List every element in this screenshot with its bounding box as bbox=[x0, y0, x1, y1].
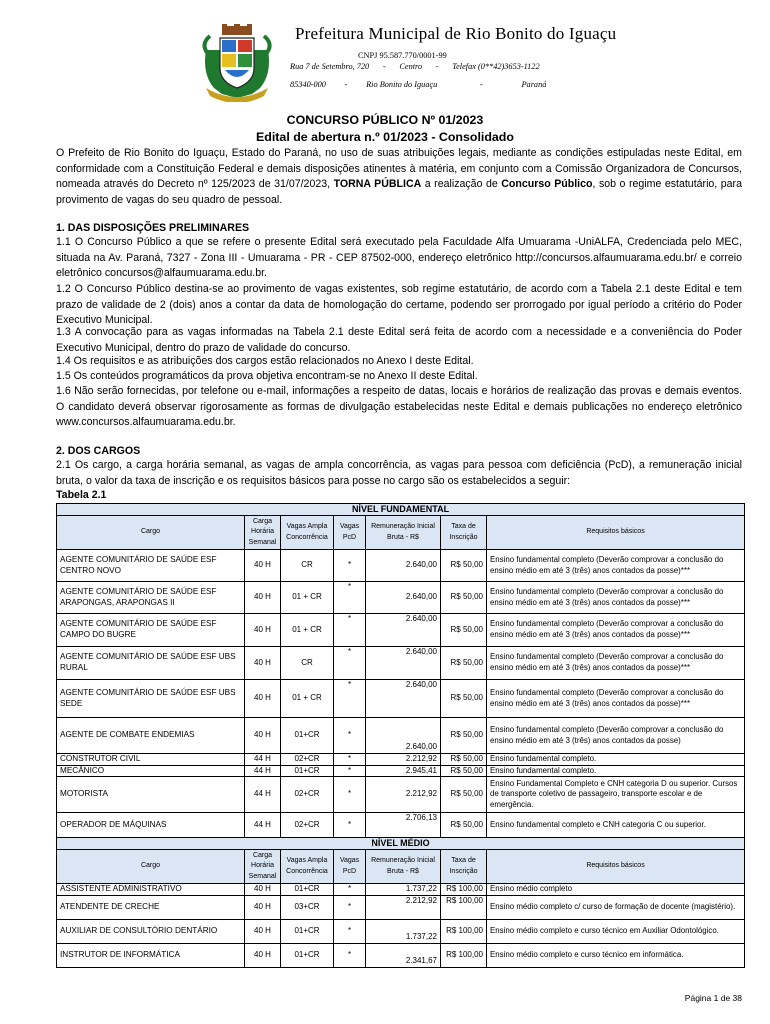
cell-cargo: ATENDENTE DE CRECHE bbox=[57, 895, 245, 919]
cell-pcd: * bbox=[334, 680, 366, 718]
section-2-heading: 2. DOS CARGOS bbox=[56, 445, 141, 457]
cell-requisitos: Ensino médio completo bbox=[487, 884, 745, 896]
cell-requisitos: Ensino fundamental completo (Deverão comprovar a conclusão do ensino médio em até 3 (três) anos contados da posse)*** bbox=[487, 582, 745, 614]
cell-ampla: CR bbox=[281, 550, 334, 582]
header-separator: - bbox=[382, 62, 386, 71]
header-street: Rua 7 de Setembro, 720 bbox=[290, 62, 370, 71]
cell-remuneracao: 2.640,00 bbox=[366, 582, 441, 614]
cell-cargo: AGENTE COMUNITÁRIO DE SAÚDE ESF CENTRO NOVO bbox=[57, 550, 245, 582]
table-row bbox=[57, 550, 745, 582]
cell-pcd: * bbox=[334, 550, 366, 582]
table-row bbox=[57, 919, 745, 943]
cell-taxa: R$ 100,00 bbox=[441, 919, 487, 943]
table-row bbox=[57, 895, 745, 919]
cell-carga: 44 H bbox=[245, 754, 281, 766]
table-row bbox=[57, 614, 745, 647]
col-header-remuneracao: Remuneração Inicial Bruta - R$ bbox=[366, 516, 441, 550]
item-1-2: 1.2 O Concurso Público destina-se ao provimento de vagas existentes, sob regime estatutário, de acordo com a Tabela 2.1 deste Edital e tem prazo de validade de 2 (dois) anos a contar da data de homologação do certame, podendo ser prorrogado por igual período a critério do Poder Executivo Municipal. bbox=[56, 283, 742, 327]
cell-taxa: R$ 50,00 bbox=[441, 718, 487, 754]
table-header-row bbox=[57, 516, 745, 550]
cell-remuneracao: 2.640,00 bbox=[366, 680, 441, 718]
cell-requisitos: Ensino médio completo e curso técnico em informática. bbox=[487, 943, 745, 967]
cell-requisitos: Ensino fundamental completo e CNH categoria C ou superior. bbox=[487, 813, 745, 838]
col-header-ampla: Vagas Ampla Concorrência bbox=[281, 516, 334, 550]
header-state: Paraná bbox=[521, 80, 547, 89]
cell-pcd: * bbox=[334, 647, 366, 680]
cell-ampla: 01+CR bbox=[281, 884, 334, 896]
cell-carga: 40 H bbox=[245, 895, 281, 919]
cell-pcd: * bbox=[334, 919, 366, 943]
intro-text-3: , sob o regime estatutário, para provimento de vagas do seu quadro de pessoal. bbox=[56, 178, 742, 207]
cell-pcd: * bbox=[334, 614, 366, 647]
cell-requisitos: Ensino fundamental completo (Deverão comprovar a conclusão do ensino médio em até 3 (três) anos contados da posse)*** bbox=[487, 680, 745, 718]
cell-ampla: 01+CR bbox=[281, 919, 334, 943]
table-label: Tabela 2.1 bbox=[56, 489, 107, 501]
cell-cargo: AGENTE COMUNITÁRIO DE SAÚDE ESF CAMPO DO BUGRE bbox=[57, 614, 245, 647]
cell-taxa: R$ 100,00 bbox=[441, 895, 487, 919]
header-separator: - bbox=[480, 80, 483, 89]
cell-remuneracao: 2.640,00 bbox=[366, 647, 441, 680]
header-separator: - bbox=[344, 80, 348, 89]
contest-title: CONCURSO PÚBLICO Nº 01/2023 bbox=[286, 113, 484, 127]
cell-requisitos: Ensino fundamental completo (Deverão comprovar a conclusão do ensino médio em até 3 (três) anos contados da posse) bbox=[487, 718, 745, 754]
cell-requisitos: Ensino médio completo e curso técnico em Auxiliar Odontológico. bbox=[487, 919, 745, 943]
intro-paragraph bbox=[56, 146, 742, 209]
cell-requisitos: Ensino fundamental completo (Deverão comprovar a conclusão do ensino médio em até 3 (três) anos contados da posse)*** bbox=[487, 647, 745, 680]
cell-taxa: R$ 50,00 bbox=[441, 647, 487, 680]
cell-pcd: * bbox=[334, 582, 366, 614]
cell-cargo: OPERADOR DE MÁQUINAS bbox=[57, 813, 245, 838]
table-row bbox=[57, 680, 745, 718]
cell-taxa: R$ 50,00 bbox=[441, 614, 487, 647]
cell-remuneracao: 2.640,00 bbox=[366, 614, 441, 647]
cell-requisitos: Ensino fundamental completo. bbox=[487, 754, 745, 766]
col-header-pcd: Vagas PcD bbox=[334, 850, 366, 884]
cell-remuneracao: 2.212,92 bbox=[366, 895, 441, 919]
intro-text-2: a realização de bbox=[421, 178, 502, 191]
cell-pcd: * bbox=[334, 813, 366, 838]
cell-remuneracao: 2.212,92 bbox=[366, 754, 441, 766]
header-zip: 85340-000 bbox=[290, 80, 326, 89]
cell-carga: 44 H bbox=[245, 765, 281, 777]
cell-ampla: 01 + CR bbox=[281, 582, 334, 614]
col-header-requisitos: Requisitos básicos bbox=[487, 516, 745, 550]
cell-carga: 44 H bbox=[245, 813, 281, 838]
cell-remuneracao: 2.341,67 bbox=[366, 943, 441, 967]
cell-remuneracao: 2.706,13 bbox=[366, 813, 441, 838]
cell-pcd: * bbox=[334, 777, 366, 813]
col-header-cargo: Cargo bbox=[57, 850, 245, 884]
header-phone: Telefax (0**42)3653-1122 bbox=[452, 62, 540, 71]
edital-title: Edital de abertura n.º 01/2023 - Consolidado bbox=[256, 130, 514, 144]
item-1-4: 1.4 Os requisitos e as atribuições dos cargos estão relacionados no Anexo I deste Edital. bbox=[56, 355, 474, 367]
intro-bold-2: Concurso Público bbox=[501, 178, 593, 191]
cell-carga: 40 H bbox=[245, 884, 281, 896]
cell-ampla: 01 + CR bbox=[281, 680, 334, 718]
cell-cargo: AGENTE DE COMBATE ENDEMIAS bbox=[57, 718, 245, 754]
cell-remuneracao: 2.212,92 bbox=[366, 777, 441, 813]
col-header-taxa: Taxa de Inscrição bbox=[441, 516, 487, 550]
cell-pcd: * bbox=[334, 884, 366, 896]
table-row bbox=[57, 754, 745, 766]
cell-taxa: R$ 50,00 bbox=[441, 550, 487, 582]
cell-carga: 40 H bbox=[245, 647, 281, 680]
table-row bbox=[57, 813, 745, 838]
item-2-1: 2.1 Os cargo, a carga horária semanal, as vagas de ampla concorrência, as vagas para pessoa com deficiência (PcD), a remuneração inicial bruta, o valor da taxa de inscrição e os requisitos básicos para posse no cargo são os estabelecidos a seguir: bbox=[56, 459, 742, 487]
item-1-6: 1.6 Não serão fornecidas, por telefone ou e-mail, informações a respeito de datas, locais e horários de realização das provas e demais eventos. O candidato deverá observar rigorosamente as formas de divulgação estabelecidas neste Edital e demais publicações no endereço eletrônico www.concursos.alfaumuarama.edu.br. bbox=[56, 385, 742, 429]
cargos-table bbox=[56, 503, 745, 968]
cell-carga: 40 H bbox=[245, 943, 281, 967]
cell-ampla: 02+CR bbox=[281, 754, 334, 766]
cell-cargo: MECÂNICO bbox=[57, 765, 245, 777]
cell-ampla: 03+CR bbox=[281, 895, 334, 919]
cell-carga: 40 H bbox=[245, 718, 281, 754]
cell-cargo: AUXILIAR DE CONSULTÓRIO DENTÁRIO bbox=[57, 919, 245, 943]
cell-requisitos: Ensino fundamental completo (Deverão comprovar a conclusão do ensino médio em até 3 (três) anos contados da posse)*** bbox=[487, 614, 745, 647]
header-city-row bbox=[290, 80, 546, 89]
cell-requisitos: Ensino fundamental completo. bbox=[487, 765, 745, 777]
table-row bbox=[57, 582, 745, 614]
cell-ampla: 01 + CR bbox=[281, 614, 334, 647]
cell-requisitos: Ensino fundamental completo (Deverão comprovar a conclusão do ensino médio em até 3 (três) anos contados da posse)*** bbox=[487, 550, 745, 582]
table-row bbox=[57, 647, 745, 680]
cell-ampla: 01+CR bbox=[281, 943, 334, 967]
cell-pcd: * bbox=[334, 895, 366, 919]
cell-taxa: R$ 50,00 bbox=[441, 754, 487, 766]
table-row bbox=[57, 765, 745, 777]
section-1-heading: 1. DAS DISPOSIÇÕES PRELIMINARES bbox=[56, 222, 250, 234]
municipality-title: Prefeitura Municipal de Rio Bonito do Iguaçu bbox=[295, 24, 617, 43]
cell-pcd: * bbox=[334, 943, 366, 967]
col-header-pcd: Vagas PcD bbox=[334, 516, 366, 550]
cell-remuneracao: 1.737,22 bbox=[366, 884, 441, 896]
cell-taxa: R$ 50,00 bbox=[441, 680, 487, 718]
header-separator: - bbox=[435, 62, 439, 71]
cell-carga: 40 H bbox=[245, 919, 281, 943]
header-cnpj: CNPJ 95.587.770/0001-99 bbox=[358, 51, 447, 60]
cell-cargo: ASSISTENTE ADMINISTRATIVO bbox=[57, 884, 245, 896]
col-header-ampla: Vagas Ampla Concorrência bbox=[281, 850, 334, 884]
table-row bbox=[57, 943, 745, 967]
cell-cargo: AGENTE COMUNITÁRIO DE SAÚDE ESF UBS RURAL bbox=[57, 647, 245, 680]
item-1-5: 1.5 Os conteúdos programáticos da prova objetiva encontram-se no Anexo II deste Edital. bbox=[56, 370, 478, 382]
col-header-remuneracao: Remuneração Inicial Bruta - R$ bbox=[366, 850, 441, 884]
table-header-row bbox=[57, 850, 745, 884]
cell-remuneracao: 1.737,22 bbox=[366, 919, 441, 943]
intro-bold-1: TORNA PÚBLICA bbox=[333, 178, 422, 191]
col-header-carga: Carga Horária Semanal bbox=[245, 850, 281, 884]
item-1-3: 1.3 A convocação para as vagas informadas na Tabela 2.1 deste Edital será feita de acordo com a necessidade e a conveniência do Poder Executivo Municipal, dentro do prazo de validade do concurso. bbox=[56, 326, 742, 354]
cell-taxa: R$ 50,00 bbox=[441, 813, 487, 838]
cell-pcd: * bbox=[334, 718, 366, 754]
municipal-coat-of-arms-icon bbox=[200, 24, 274, 102]
cell-remuneracao: 2.945,41 bbox=[366, 765, 441, 777]
cell-taxa: R$ 100,00 bbox=[441, 884, 487, 896]
cell-taxa: R$ 50,00 bbox=[441, 777, 487, 813]
cell-cargo: AGENTE COMUNITÁRIO DE SAÚDE ESF ARAPONGAS, ARAPONGAS II bbox=[57, 582, 245, 614]
intro-text-1: O Prefeito de Rio Bonito do Iguaçu, Estado do Paraná, no uso de suas atribuições legais, mediante as condições estipuladas neste Edital, em conformidade com a Constituição Federal e demais disposições atinentes à matéria, em conjunto com a Comissão Organizadora de Concursos, nomeada através do Decreto nº 125/2023 de 31/07/2023, bbox=[56, 147, 742, 191]
cell-carga: 40 H bbox=[245, 582, 281, 614]
col-header-requisitos: Requisitos básicos bbox=[487, 850, 745, 884]
cell-carga: 40 H bbox=[245, 614, 281, 647]
header-city: Rio Bonito do Iguaçu bbox=[366, 80, 438, 89]
cell-taxa: R$ 50,00 bbox=[441, 582, 487, 614]
item-1-1: 1.1 O Concurso Público a que se refere o presente Edital será executado pela Faculdade Alfa Umuarama -UniALFA, Credenciada pelo MEC, situada na Av. Paraná, 7327 - Zona III - Umuarama - PR - CEP 87502-000, endereço eletrônico http://concursos.alfaumuarama.edu.br/ e correio eletrônico concursos@alfaumuarama.edu.br. bbox=[56, 236, 742, 280]
cell-requisitos: Ensino Fundamental Completo e CNH categoria D ou superior. Cursos de transporte coletivo de passageiro, transporte escolar e de emergência. bbox=[487, 777, 745, 813]
page-number: Página 1 de 38 bbox=[684, 993, 742, 1003]
cell-taxa: R$ 100,00 bbox=[441, 943, 487, 967]
cell-ampla: 02+CR bbox=[281, 777, 334, 813]
cell-ampla: 01+CR bbox=[281, 718, 334, 754]
header-district: Centro bbox=[399, 62, 423, 71]
cell-requisitos: Ensino médio completo c/ curso de formação de docente (magistério). bbox=[487, 895, 745, 919]
col-header-taxa: Taxa de Inscrição bbox=[441, 850, 487, 884]
band-nivel-fundamental: NÍVEL FUNDAMENTAL bbox=[57, 504, 745, 516]
cell-remuneracao: 2.640,00 bbox=[366, 718, 441, 754]
header-address-row bbox=[290, 62, 540, 71]
cell-ampla: 02+CR bbox=[281, 813, 334, 838]
cell-cargo: MOTORISTA bbox=[57, 777, 245, 813]
cell-cargo: INSTRUTOR DE INFORMÁTICA bbox=[57, 943, 245, 967]
cell-taxa: R$ 50,00 bbox=[441, 765, 487, 777]
cell-pcd: * bbox=[334, 754, 366, 766]
table-row bbox=[57, 718, 745, 754]
cell-cargo: AGENTE COMUNITÁRIO DE SAÚDE ESF UBS SEDE bbox=[57, 680, 245, 718]
cell-remuneracao: 2.640,00 bbox=[366, 550, 441, 582]
cell-carga: 40 H bbox=[245, 550, 281, 582]
col-header-cargo: Cargo bbox=[57, 516, 245, 550]
band-nivel-medio: NÍVEL MÉDIO bbox=[57, 838, 745, 850]
table-row bbox=[57, 777, 745, 813]
cell-ampla: CR bbox=[281, 647, 334, 680]
cell-pcd: * bbox=[334, 765, 366, 777]
table-row bbox=[57, 884, 745, 896]
cell-cargo: CONSTRUTOR CIVIL bbox=[57, 754, 245, 766]
cell-carga: 40 H bbox=[245, 680, 281, 718]
col-header-carga: Carga Horária Semanal bbox=[245, 516, 281, 550]
cell-carga: 44 H bbox=[245, 777, 281, 813]
cell-ampla: 01+CR bbox=[281, 765, 334, 777]
